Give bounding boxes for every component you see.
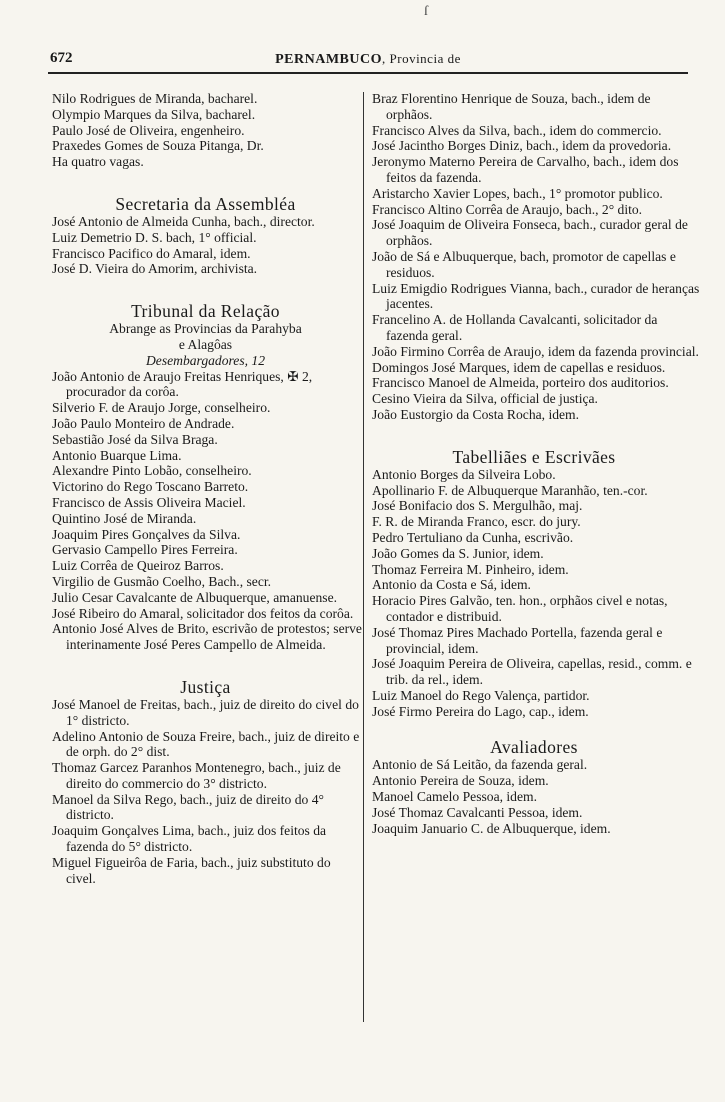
list-item: Braz Florentino Henrique de Souza, bach., idem de orphãos. bbox=[372, 91, 651, 122]
list-item: Aristarcho Xavier Lopes, bach., 1° promotor publico. bbox=[372, 185, 663, 201]
list-item: Luiz Demetrio D. S. bach, 1° official. bbox=[52, 229, 257, 245]
list-item: José D. Vieira do Amorim, archivista. bbox=[52, 261, 258, 277]
list-item: Alexandre Pinto Lobão, conselheiro. bbox=[52, 463, 252, 479]
list-item: Joaquim Januario C. de Albuquerque, idem. bbox=[372, 820, 611, 836]
list-item: Cesino Vieira da Silva, official de justiça. bbox=[372, 391, 598, 407]
desembargadores-label: Desembargadores, 12 bbox=[145, 352, 266, 368]
list-item: José Joaquim de Oliveira Fonseca, bach., curador geral de orphãos. bbox=[372, 217, 688, 249]
left-column bbox=[48, 91, 363, 886]
list-item: Antonio da Costa e Sá, idem. bbox=[372, 577, 531, 593]
list-item: José Firmo Pereira do Lago, cap., idem. bbox=[372, 703, 589, 719]
list-item: Julio Cesar Cavalcante de Albuquerque, amanuense. bbox=[52, 589, 337, 605]
list-item: Francisco Pacifico do Amaral, idem. bbox=[52, 245, 251, 261]
right-top-list bbox=[368, 91, 700, 423]
section-heading-tabelliaes: Tabelliães e Escrivães bbox=[452, 446, 616, 467]
list-item: Pedro Tertuliano da Cunha, escrivão. bbox=[372, 529, 574, 545]
tribunal-subheading-1: Abrange as Provincias da Parahyba bbox=[109, 321, 302, 337]
section-heading-tribunal: Tribunal da Relação bbox=[131, 301, 280, 322]
list-item: Luiz Corrêa de Queiroz Barros. bbox=[52, 558, 224, 574]
list-item: Quintino José de Miranda. bbox=[52, 510, 197, 526]
running-title-bold: PERNAMBUCO bbox=[275, 52, 383, 67]
list-item: Antonio Pereira de Souza, idem. bbox=[372, 773, 549, 789]
right-column bbox=[368, 91, 700, 836]
list-item: José Ribeiro do Amaral, solicitador dos feitos da corôa. bbox=[52, 605, 354, 621]
list-item: Francisco Manoel de Almeida, porteiro dos auditorios. bbox=[372, 375, 669, 391]
list-item: Thomaz Ferreira M. Pinheiro, idem. bbox=[372, 561, 569, 577]
section-heading-justica: Justiça bbox=[180, 676, 231, 697]
list-item: Sebastião José da Silva Braga. bbox=[52, 431, 218, 447]
list-item: Praxedes Gomes de Souza Pitanga, Dr. bbox=[52, 138, 264, 154]
list-item: José Antonio de Almeida Cunha, bach., director. bbox=[52, 213, 315, 229]
list-item: Victorino do Rego Toscano Barreto. bbox=[52, 479, 249, 495]
list-item: Manoel Camelo Pessoa, idem. bbox=[372, 789, 537, 805]
list-item: Adelino Antonio de Souza Freire, bach., juiz de direito e de orph. do 2° dist. bbox=[52, 728, 360, 760]
list-item: Virgilio de Gusmão Coelho, Bach., secr. bbox=[52, 573, 272, 589]
list-item: Gervasio Campello Pires Ferreira. bbox=[52, 542, 238, 558]
ink-mark-decoration: ſ bbox=[424, 4, 428, 19]
secretaria-list bbox=[48, 214, 363, 277]
list-item: Joaquim Gonçalves Lima, bach., juiz dos feitos da fazenda do 5° districto. bbox=[52, 823, 327, 855]
list-item: Paulo José de Oliveira, engenheiro. bbox=[52, 122, 245, 138]
list-item: Domingos José Marques, idem de capellas e residuos. bbox=[372, 359, 666, 375]
list-item: Francisco Altino Corrêa de Araujo, bach., 2° dito. bbox=[372, 201, 643, 217]
section-heading-avaliadores: Avaliadores bbox=[490, 737, 578, 758]
page-number: 672 bbox=[50, 50, 73, 66]
list-item: Jeronymo Materno Pereira de Carvalho, bach., idem dos feitos da fazenda. bbox=[372, 154, 679, 185]
avaliadores-list bbox=[368, 757, 700, 836]
justica-list bbox=[48, 697, 363, 887]
list-item: João Gomes da S. Junior, idem. bbox=[372, 545, 544, 561]
list-item: Miguel Figueirôa de Faria, bach., juiz substituto do civel. bbox=[52, 854, 331, 886]
list-item: Manoel da Silva Rego, bach., juiz de direito do 4° districto. bbox=[52, 791, 324, 823]
list-item: José Manoel de Freitas, bach., juiz de direito do civel do 1° districto. bbox=[52, 696, 359, 728]
list-item: João de Sá e Albuquerque, bach, promotor de capellas e residuos. bbox=[372, 248, 676, 280]
list-item: Apollinario F. de Albuquerque Maranhão, ten.-cor. bbox=[372, 482, 648, 498]
list-item: Francisco de Assis Oliveira Maciel. bbox=[52, 494, 246, 510]
section-heading-secretaria: Secretaria da Assembléa bbox=[115, 193, 296, 214]
list-item: Francelino A. de Hollanda Cavalcanti, solicitador da fazenda geral. bbox=[372, 312, 658, 343]
running-title bbox=[48, 51, 688, 68]
list-item: João Paulo Monteiro de Andrade. bbox=[52, 415, 235, 431]
tribunal-subheading-2: e Alagôas bbox=[178, 336, 233, 352]
list-item: José Thomaz Pires Machado Portella, fazenda geral e provincial, idem. bbox=[372, 624, 663, 656]
running-title-rest: , Provincia de bbox=[382, 51, 461, 66]
list-item: Horacio Pires Galvão, ten. hon., orphãos civel e notas, contador e distribuid. bbox=[372, 593, 668, 624]
list-item: Joaquim Pires Gonçalves da Silva. bbox=[52, 526, 241, 542]
list-item: José Bonifacio dos S. Mergulhão, maj. bbox=[372, 498, 583, 514]
list-item: Luiz Emigdio Rodrigues Vianna, bach., curador de heranças jacentes. bbox=[372, 280, 700, 312]
list-item: José Jacintho Borges Diniz, bach., idem da provedoria. bbox=[372, 138, 672, 154]
list-item: Antonio Borges da Silveira Lobo. bbox=[372, 466, 556, 482]
list-item: Antonio Buarque Lima. bbox=[52, 447, 182, 463]
list-item: F. R. de Miranda Franco, escr. do jury. bbox=[372, 514, 581, 530]
list-item: Silverio F. de Araujo Jorge, conselheiro. bbox=[52, 400, 271, 416]
list-item: Francisco Alves da Silva, bach., idem do commercio. bbox=[372, 122, 662, 138]
tabelliaes-list bbox=[368, 467, 700, 720]
page-header bbox=[48, 50, 688, 74]
column-divider bbox=[363, 92, 364, 1022]
list-item: José Thomaz Cavalcanti Pessoa, idem. bbox=[372, 804, 583, 820]
list-item: José Joaquim Pereira de Oliveira, capellas, resid., comm. e trib. da rel., idem. bbox=[372, 656, 692, 688]
list-item: Luiz Manoel do Rego Valença, partidor. bbox=[372, 687, 590, 703]
list-item: Antonio José Alves de Brito, escrivão de protestos; serve interinamente José Peres Campello de Almeida. bbox=[52, 621, 362, 653]
list-item: João Eustorgio da Costa Rocha, idem. bbox=[372, 406, 580, 422]
list-item: João Antonio de Araujo Freitas Henriques, ✠ 2, procurador da corôa. bbox=[52, 368, 313, 400]
left-top-list bbox=[48, 91, 363, 170]
list-item: Thomaz Garcez Paranhos Montenegro, bach., juiz de direito do commercio do 3° districto. bbox=[52, 760, 341, 791]
list-item: João Firmino Corrêa de Araujo, idem da fazenda provincial. bbox=[372, 343, 699, 359]
tribunal-list bbox=[48, 369, 363, 653]
list-item: Olympio Marques da Silva, bacharel. bbox=[52, 106, 256, 122]
list-item: Ha quatro vagas. bbox=[52, 154, 144, 170]
list-item: Antonio de Sá Leitão, da fazenda geral. bbox=[372, 757, 588, 773]
list-item: Nilo Rodrigues de Miranda, bacharel. bbox=[52, 91, 258, 106]
